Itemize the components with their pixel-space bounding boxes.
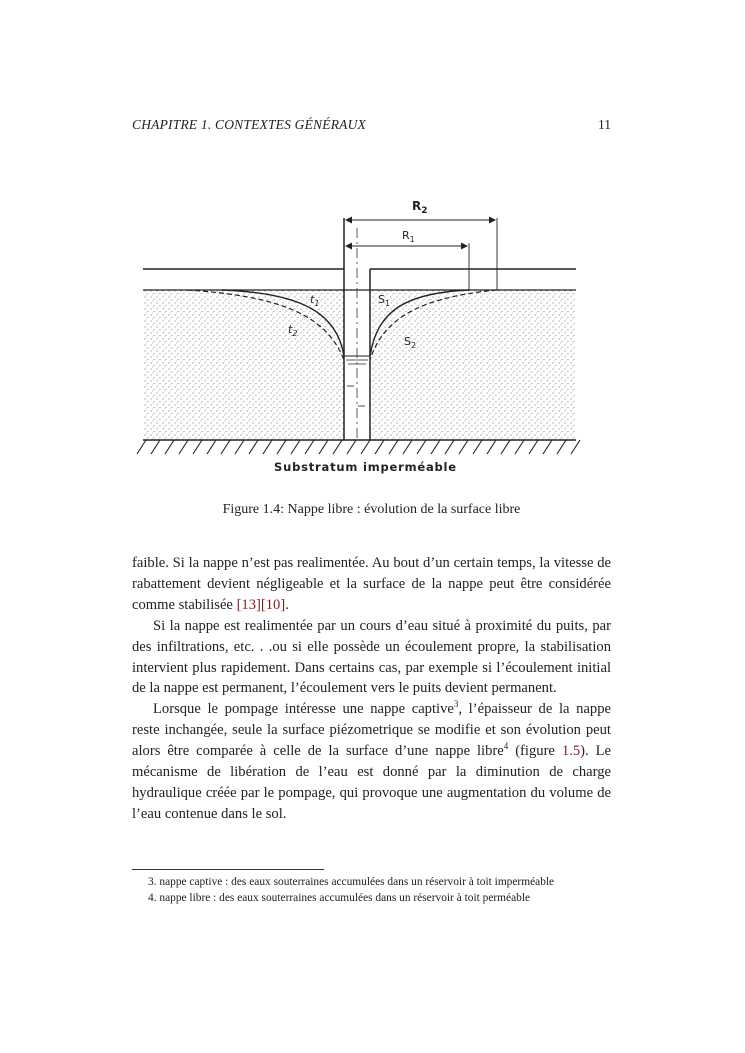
citation-13[interactable]: [13] (236, 596, 261, 613)
label-t1: $t_1$ (310, 293, 320, 308)
paragraph-1-end: . (285, 596, 289, 613)
paragraph-3-text-c: (figure (508, 743, 562, 760)
paragraph-3 (132, 699, 611, 824)
paragraph-1 (132, 553, 611, 616)
running-header (132, 117, 611, 133)
figure-well-diagram (132, 188, 590, 478)
footnote-ref-3[interactable]: 3 (453, 699, 459, 710)
paragraph-3-text-d: ). Le mécanisme de libération de l’eau est donné par la diminution de charge hydraulique créée par le pompage, qui provoque une augmentation du volume de l’eau contenue dans le sol. (132, 743, 611, 822)
chapter-title: CHAPITRE 1. CONTEXTES GÉNÉRAUX (132, 117, 366, 132)
citation-10[interactable]: [10] (260, 596, 286, 613)
label-t2: $t_2$ (288, 323, 298, 338)
figure-ref-1-5[interactable]: 1.5 (561, 743, 581, 760)
footnotes (132, 875, 611, 906)
footnote-3: 3. nappe captive : des eaux souterraines accumulées dans un réservoir à toit imperméable (148, 876, 555, 888)
paragraph-1-text: faible. Si la nappe n’est pas realimentée. Au bout d’un certain temps, la vitesse de rabattement devient négligeable et la surface de la nappe peut être considérée comme stabilisée (132, 555, 611, 613)
paragraph-3-text-b: , l’épaisseur de la nappe reste inchangée, seule la surface piézometrique se modifie et son évolution peut alors être comparée à celle de la surface d’une nappe libre (132, 701, 611, 760)
label-r1: $R_1$ (402, 229, 415, 244)
footnote-ref-4[interactable]: 4 (503, 741, 509, 752)
footnote-divider (132, 869, 324, 870)
figure-caption: Figure 1.4: Nappe libre : évolution de la surface libre (222, 502, 521, 517)
body-text (132, 553, 611, 825)
label-substratum: Substratum imperméable (274, 460, 457, 474)
label-s2: $S_2$ (404, 335, 417, 350)
paragraph-2: Si la nappe est realimentée par un cours d’eau situé à proximité du puits, par des infiltrations, etc. . .ou si elle possède un écoulement propre, la stabilisation intervient plus rapidement. Dans certains cas, par exemple si l’écoulement initial de la nappe est permanent, l’écoulement vers le puits devient permanent. (132, 617, 611, 697)
page-number: 11 (598, 117, 611, 132)
soil-right (370, 290, 576, 440)
impermeable-hatching (137, 440, 580, 454)
label-s1: $S_1$ (378, 293, 391, 308)
footnote-4: 4. nappe libre : des eaux souterraines accumulées dans un réservoir à toit perméable (148, 891, 531, 904)
paragraph-3-text-a: Lorsque le pompage intéresse une nappe captive (153, 701, 454, 718)
label-r2: $R_2$ (412, 199, 428, 216)
soil-left (143, 290, 344, 440)
